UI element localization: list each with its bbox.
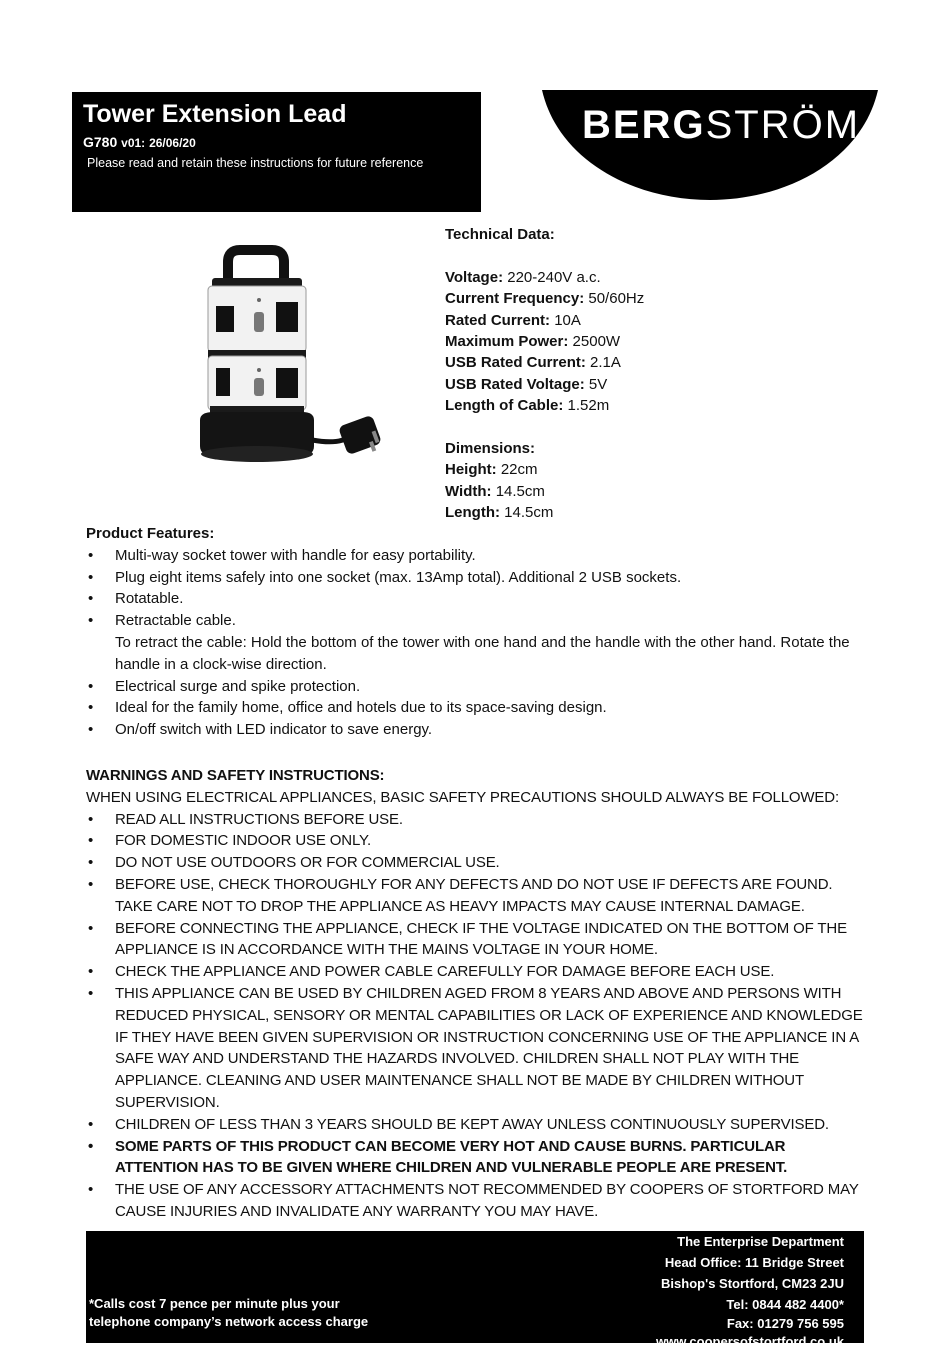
list-item: • Electrical surge and spike protection.	[86, 676, 866, 698]
list-item: • On/off switch with LED indicator to save energy.	[86, 719, 866, 741]
technical-data	[445, 224, 644, 524]
model-code	[83, 134, 196, 150]
list-item: • DO NOT USE OUTDOORS OR FOR COMMERCIAL USE.	[86, 852, 866, 874]
footer-banner	[86, 1231, 864, 1349]
spec-max-power: Maximum Power: 2500W	[445, 333, 621, 351]
retain-note: Please read and retain these instructions for future reference	[87, 156, 424, 170]
spec-usb-current: USB Rated Current: 2.1A	[445, 354, 621, 372]
contact-block	[656, 1231, 844, 1351]
list-item: • Ideal for the family home, office and hotels due to its space-saving design.	[86, 697, 866, 719]
features-heading: Product Features:	[86, 525, 215, 542]
list-item: • THE USE OF ANY ACCESSORY ATTACHMENTS NOT RECOMMENDED BY COOPERS OF STORTFORD MAY CAUSE INJURIES AND INVALIDATE ANY WARRANTY YOU MAY HAVE.	[86, 1179, 866, 1223]
dimensions-heading: Dimensions:	[445, 440, 536, 458]
warnings-heading: WARNINGS AND SAFETY INSTRUCTIONS:	[86, 767, 385, 784]
list-item: • Retractable cable. To retract the cable: Hold the bottom of the tower with one hand and the handle with the other hand. Rotate the handle in a clock-wise direction.	[86, 610, 866, 675]
warnings-intro: WHEN USING ELECTRICAL APPLIANCES, BASIC SAFETY PRECAUTIONS SHOULD ALWAYS BE FOLLOWED:	[86, 788, 839, 806]
list-item: • Multi-way socket tower with handle for easy portability.	[86, 545, 866, 567]
product-features	[86, 523, 866, 741]
head-office: Head Office: 11 Bridge Street	[664, 1255, 844, 1270]
dim-height: Height: 22cm	[445, 461, 538, 479]
retract-note: To retract the cable: Hold the bottom of the tower with one hand and the handle with the other hand. Rotate the handle in a clock-wise direction.	[115, 633, 850, 673]
document-title: Tower Extension Lead	[83, 100, 347, 128]
logo-bold-text: BERG	[582, 103, 706, 147]
tech-heading: Technical Data:	[445, 226, 555, 243]
calls-note	[89, 1295, 368, 1331]
dim-width: Width: 14.5cm	[445, 482, 545, 500]
spec-cable-length: Length of Cable: 1.52m	[445, 397, 610, 415]
spec-voltage: Voltage: 220-240V a.c.	[445, 268, 601, 286]
warnings-section	[86, 765, 866, 1223]
spec-rated-current: Rated Current: 10A	[445, 311, 581, 329]
town-postcode: Bishop's Stortford, CM23 2JU	[661, 1276, 844, 1291]
revision-date: 26/06/20	[149, 136, 196, 150]
logo-light-text: STRÖM	[705, 103, 861, 147]
list-item: • BEFORE USE, CHECK THOROUGHLY FOR ANY DEFECTS AND DO NOT USE IF DEFECTS ARE FOUND. TAKE CARE NOT TO DROP THE APPLIANCE AS HEAVY IMPACTS MAY CAUSE INTERNAL DAMAGE.	[86, 874, 866, 918]
list-item: • SOME PARTS OF THIS PRODUCT CAN BECOME VERY HOT AND CAUSE BURNS. PARTICULAR ATTENTION HAS TO BE GIVEN WHERE CHILDREN AND VULNERABLE PEOPLE ARE PRESENT.	[86, 1136, 866, 1180]
spec-frequency: Current Frequency: 50/60Hz	[445, 290, 645, 308]
website-link[interactable]: www.coopersofstortford.co.uk	[655, 1334, 844, 1349]
telephone: Tel: 0844 482 4400*	[726, 1297, 844, 1312]
model-number: G780	[83, 134, 118, 150]
list-item: • THIS APPLIANCE CAN BE USED BY CHILDREN AGED FROM 8 YEARS AND ABOVE AND PERSONS WITH REDUCED PHYSICAL, SENSORY OR MENTAL CAPABILITIES OR LACK OF EXPERIENCE AND KNOWLEDGE IF THEY HAVE BEEN GIVEN SUPERVISION OR INSTRUCTION CONCERNING USE OF THE APPLIANCE IN A SAFE WAY AND UNDERSTAND THE HAZARDS INVOLVED. CHILDREN SHALL NOT PLAY WITH THE APPLIANCE. CLEANING AND USER MAINTENANCE SHALL NOT BE MADE BY CHILDREN WITHOUT SUPERVISION.	[86, 983, 866, 1114]
fax: Fax: 01279 756 595	[726, 1316, 844, 1331]
version: v01:	[121, 136, 146, 150]
list-item: • READ ALL INSTRUCTIONS BEFORE USE.	[86, 809, 866, 831]
svg-text:BERGSTRÖM	[582, 103, 860, 147]
list-item: • CHILDREN OF LESS THAN 3 YEARS SHOULD BE KEPT AWAY UNLESS CONTINUOUSLY SUPERVISED.	[86, 1114, 866, 1136]
header-banner	[72, 92, 481, 212]
dim-length: Length: 14.5cm	[445, 504, 554, 522]
list-item: • BEFORE CONNECTING THE APPLIANCE, CHECK IF THE VOLTAGE INDICATED ON THE BOTTOM OF THE APPLIANCE IS IN ACCORDANCE WITH THE MAINS VOLTAGE IN YOUR HOME.	[86, 918, 866, 962]
bergstrom-logo	[542, 90, 878, 200]
list-item: • CHECK THE APPLIANCE AND POWER CABLE CAREFULLY FOR DAMAGE BEFORE EACH USE.	[86, 961, 866, 983]
department: The Enterprise Department	[677, 1234, 844, 1249]
spec-usb-voltage: USB Rated Voltage: 5V	[445, 375, 608, 393]
list-item: • FOR DOMESTIC INDOOR USE ONLY.	[86, 830, 866, 852]
calls-note-line-1: *Calls cost 7 pence per minute plus your	[89, 1296, 340, 1311]
list-item: • Rotatable.	[86, 588, 866, 610]
list-item: • Plug eight items safely into one socket (max. 13Amp total). Additional 2 USB sockets.	[86, 567, 866, 589]
calls-note-line-2: telephone company’s network access charge	[89, 1314, 369, 1329]
product-image	[190, 240, 400, 480]
